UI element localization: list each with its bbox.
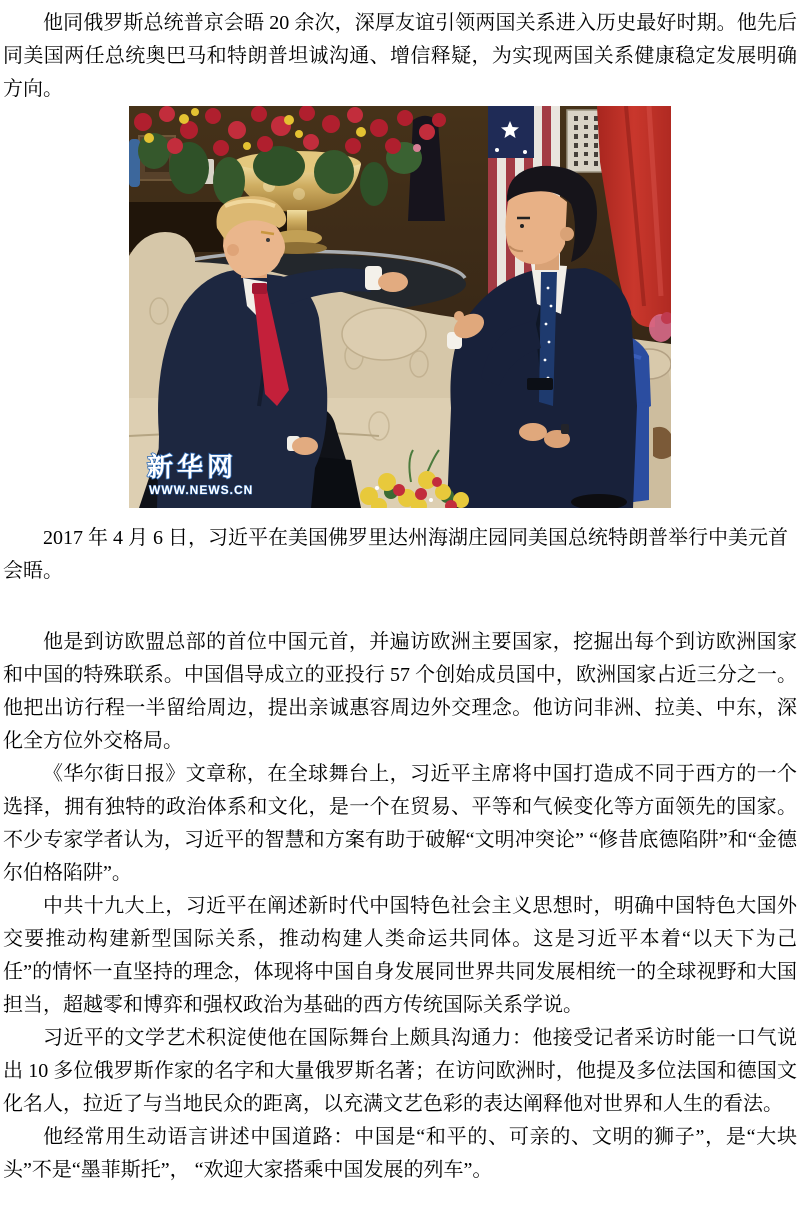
body-paragraph: 《华尔街日报》文章称，在全球舞台上，习近平主席将中国打造成不同于西方的一个选择，拥有独特的政治体系和文化，是一个在贸易、平等和气候变化等方面领先的国家。不少专家学者认为，习近平的智慧和方案有助于破解“文明冲突论” “修昔底德陷阱”和“金德尔伯格陷阱”。 <box>3 763 797 884</box>
body-paragraph: 他同俄罗斯总统普京会晤 20 余次，深厚友谊引领两国关系进入历史最好时期。他先后同美国两任总统奥巴马和特朗普坦诚沟通、增信释疑，为实现两国关系健康稳定发展明确方向。 <box>3 12 797 100</box>
news-photo-illustration <box>129 106 671 508</box>
body-paragraph: 他经常用生动语言讲述中国道路：中国是“和平的、可亲的、文明的狮子”，是“大块头”不是“墨菲斯托”， “欢迎大家搭乘中国发展的列车”。 <box>3 1126 797 1181</box>
body-paragraph: 他是到访欧盟总部的首位中国元首，并遍访欧洲主要国家，挖掘出每个到访欧洲国家和中国的特殊联系。中国倡导成立的亚投行 57 个创始成员国中，欧洲国家占近三分之一。他把出访行程一半留给周边，提出亲诚惠容周边外交理念。他访问非洲、拉美、中东，深化全方位外交格局。 <box>3 631 797 752</box>
photo-caption: 2017 年 4 月 6 日，习近平在美国佛罗里达州海湖庄园同美国总统特朗普举行中美元首会晤。 <box>3 527 788 582</box>
watermark-url-text: WWW.NEWS.CN <box>149 483 254 497</box>
news-photo <box>129 106 671 508</box>
body-paragraph: 中共十九大上，习近平在阐述新时代中国特色社会主义思想时，明确中国特色大国外交要推动构建新型国际关系，推动构建人类命运共同体。这是习近平本着“以天下为己任”的情怀一直坚持的理念，体现将中国自身发展同世界共同发展相统一的全球视野和大国担当，超越零和博弈和强权政治为基础的西方传统国际关系学说。 <box>3 895 797 1016</box>
body-paragraph: 习近平的文学艺术积淀使他在国际舞台上颇具沟通力：他接受记者采访时能一口气说出 10 多位俄罗斯作家的名字和大量俄罗斯名著；在访问欧洲时，他提及多位法国和德国文化名人，拉近了与当地民众的距离，以充满文艺色彩的表达阐释他对世界和人生的看法。 <box>3 1027 797 1115</box>
watermark-cn-text: 新华网 <box>147 452 238 482</box>
